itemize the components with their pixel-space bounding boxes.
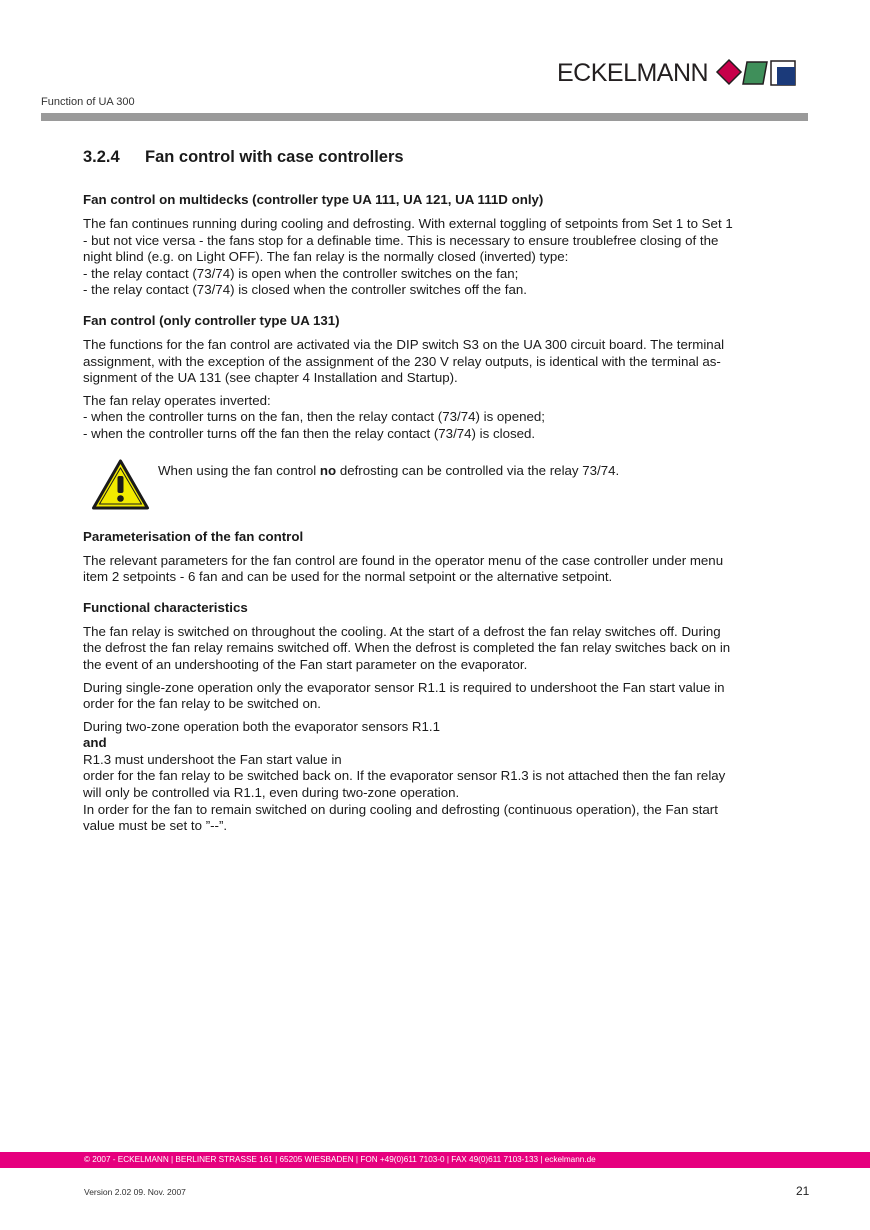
multidecks-paragraph: [83, 216, 810, 299]
section-ua131: [83, 313, 810, 443]
text-part: During two-zone operation both the evaporator sensors R1.1: [83, 718, 441, 734]
text-line: assignment, with the exception of the assignment of the 230 V relay outputs, is identical with the terminal as-: [83, 353, 721, 369]
functional-paragraph-1: [83, 624, 810, 674]
text-line: value must be set to ”--”.: [83, 818, 228, 834]
text-line: In order for the fan to remain switched on during cooling and defrosting (continuous operation), the Fan start: [83, 801, 718, 817]
text-line: The fan relay is switched on throughout the cooling. At the start of a defrost the fan relay switches off. During: [83, 623, 721, 639]
ua131-paragraph-2: [83, 393, 810, 443]
text-line: item 2 setpoints - 6 fan and can be used for the normal setpoint or the alternative setpoint.: [83, 569, 613, 585]
text-line: - but not vice versa - the fans stop for a definable time. This is necessary to ensure troublefree closing of the: [83, 232, 719, 248]
footer-bar: [0, 1152, 870, 1168]
footer-address: © 2007 - ECKELMANN | BERLINER STRASSE 161 | 65205 WIESBADEN | FON +49(0)611 7103-0 | FAX 49(0)611 7103-133 | eckelmann.de: [84, 1155, 596, 1164]
text-line: signment of the UA 131 (see chapter 4 Installation and Startup).: [83, 370, 458, 386]
logo-marks-icon: [715, 58, 800, 88]
ua131-paragraph-1: [83, 337, 810, 387]
functional-paragraph-2: [83, 680, 810, 713]
warning-note: [83, 463, 810, 519]
chapter-title: Fan control with case controllers: [145, 148, 404, 166]
version-info: Version 2.02 09. Nov. 2007: [84, 1187, 186, 1197]
text-line: - the relay contact (73/74) is closed when the controller switches off the fan.: [83, 282, 527, 298]
text-line: order for the fan relay to be switched back on. If the evaporator sensor R1.3 is not attached then the fan relay: [83, 768, 726, 784]
functional-heading: Functional characteristics: [83, 599, 248, 615]
text-line: order for the fan relay to be switched on.: [83, 696, 322, 712]
eckelmann-logo: [557, 58, 800, 88]
warning-text-part: When using the fan control: [158, 462, 320, 478]
chapter-heading: [83, 146, 810, 168]
parameterisation-heading: Parameterisation of the fan control: [83, 528, 304, 544]
parameterisation-paragraph: [83, 553, 810, 586]
warning-triangle-icon: [83, 459, 158, 511]
logo-text: ECKELMANN: [557, 59, 709, 87]
text-line: - when the controller turns off the fan then the relay contact (73/74) is closed.: [83, 425, 536, 441]
section-multidecks: [83, 192, 810, 299]
text-line: - the relay contact (73/74) is open when the controller switches on the fan;: [83, 265, 519, 281]
text-line: The fan relay operates inverted:: [83, 392, 271, 408]
text-line: will only be controlled via R1.1, even during two-zone operation.: [83, 785, 460, 801]
page-number: 21: [796, 1184, 810, 1198]
section-functional: [83, 600, 810, 835]
text-line: The fan continues running during cooling and defrosting. With external toggling of setpoints from Set 1 to Set 1: [83, 216, 733, 231]
header-section-label: Function of UA 300: [41, 96, 135, 108]
text-line: The functions for the fan control are activated via the DIP switch S3 on the UA 300 circuit board. The terminal: [83, 336, 725, 352]
text-line: During single-zone operation only the evaporator sensor R1.1 is required to undershoot the Fan start value in: [83, 679, 725, 695]
text-line: the event of an undershooting of the Fan start parameter on the evaporator.: [83, 656, 528, 672]
page-content: [83, 146, 810, 849]
warning-text-bold: no: [319, 462, 337, 478]
text-part: R1.3 must undershoot the Fan start value in: [83, 751, 342, 767]
text-line: [83, 719, 810, 769]
text-line: - when the controller turns on the fan, then the relay contact (73/74) is opened;: [83, 409, 545, 425]
warning-text-part: defrosting can be controlled via the relay 73/74.: [336, 462, 620, 478]
multidecks-heading: Fan control on multidecks (controller type UA 111, UA 121, UA 111D only): [83, 192, 544, 207]
ua131-heading: Fan control (only controller type UA 131): [83, 312, 340, 328]
text-bold: and: [83, 735, 107, 751]
header-divider: [41, 113, 808, 121]
section-parameterisation: [83, 529, 810, 586]
text-line: night blind (e.g. on Light OFF). The fan relay is the normally closed (inverted) type:: [83, 249, 569, 265]
chapter-number: 3.2.4: [83, 148, 120, 166]
text-line: The relevant parameters for the fan control are found in the operator menu of the case controller under menu: [83, 552, 724, 568]
text-line: the defrost the fan relay remains switched off. When the defrost is completed the fan relay switches back on in: [83, 640, 731, 656]
warning-text: [158, 463, 619, 519]
functional-paragraph-3: [83, 719, 810, 835]
